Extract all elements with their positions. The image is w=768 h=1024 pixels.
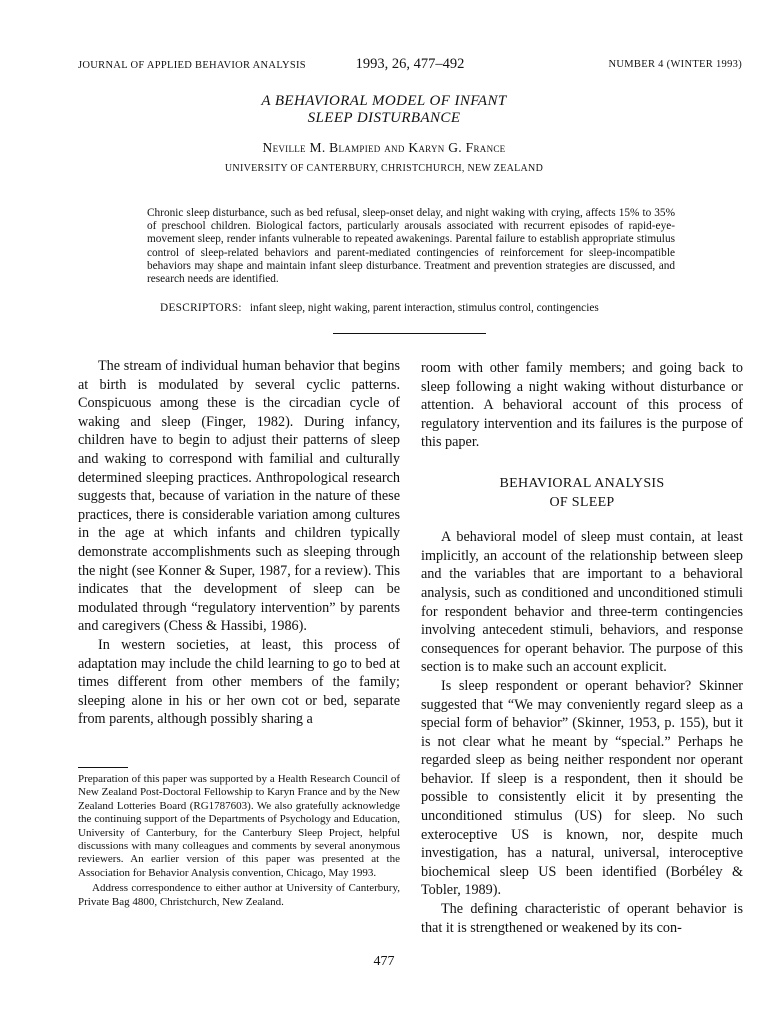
- page-number: 477: [373, 954, 395, 969]
- authors: Neville M. Blampied and Karyn G. France: [262, 140, 506, 155]
- title-line-1: A BEHAVIORAL MODEL OF INFANT: [261, 93, 507, 109]
- descriptors-text: infant sleep, night waking, parent interaction, stimulus control, contingencies: [249, 302, 599, 314]
- footnote-address: Address correspondence to either author at University of Canterbury, Private Bag 4800, Christchurch, New Zealand.: [78, 882, 400, 908]
- section-divider: [333, 333, 486, 334]
- section-heading-line-1: BEHAVIORAL ANALYSIS: [499, 475, 665, 491]
- section-heading: [421, 475, 743, 512]
- footnote-funding: Preparation of this paper was supported by a Health Research Council of New Zealand Post-Doctoral Fellowship to Karyn France and by the New Zealand Lotteries Board (RG1787603). We also gratefully acknowledge the continuing support of the Departments of Psychology and Education, University of Canterbury, for the Canterbury Sleep Project, helpful discussions with many colleagues and comments by several anonymous reviewers. An earlier version of this paper was presented at the Association for Behavior Analysis convention, Chicago, May 1993.: [78, 773, 400, 879]
- body-paragraph: The defining characteristic of operant behavior is that it is strengthened or weakened by its con-: [421, 901, 743, 936]
- affiliation: UNIVERSITY OF CANTERBURY, CHRISTCHURCH, NEW ZEALAND: [224, 163, 544, 174]
- body-paragraph: The stream of individual human behavior that begins at birth is modulated by several cyclic patterns. Conspicuous among these is the circadian cycle of waking and sleep (Finger, 1982). During infancy, children have to begin to adjust their patterns of sleep and waking to correspond with familial and culturally determined sleeping practices. Anthropological research suggests that, because of variation in the nature of these practices, there is considerable variation among cultures in the age at which infants and children typically demonstrate accomplishments such as sleeping through the night (see Konner & Super, 1987, for a review). This indicates that the development of sleep can be modulated through “regulatory intervention” by parents and caregivers (Chess & Hassibi, 1986).: [78, 358, 400, 635]
- running-head: [78, 56, 742, 76]
- title-line-2: SLEEP DISTURBANCE: [307, 110, 461, 126]
- body-paragraph: A behavioral model of sleep must contain, at least implicitly, an account of the relationship between sleep and the variables that are important to a behavioral analysis, such as conditioned and unconditioned stimuli for respondent behavior and three-term contingencies involving antecedent stimuli, behaviors, and response consequences for operant behavior. The purpose of this section is to make such an account explicit.: [421, 529, 743, 676]
- section-heading-line-2: OF SLEEP: [549, 494, 615, 510]
- left-column: [78, 357, 400, 729]
- body-paragraph-continuation: room with other family members; and going back to sleep following a night waking without disturbance or attention. A behavioral account of this process of regulatory intervention and its failures is the purpose of this paper.: [421, 360, 743, 451]
- footnote-rule: [78, 767, 128, 768]
- right-column: [421, 359, 743, 937]
- issue-info: [609, 56, 742, 72]
- article-title: [0, 93, 768, 127]
- issue-label: NUMBER 4 (WINTER 1993): [608, 59, 742, 70]
- body-paragraph: Is sleep respondent or operant behavior? Skinner suggested that “We may conveniently regard sleep as a special form of behavior” (Skinner, 1953, p. 155), but it is not clear what he meant by “special.” Perhaps he regarded sleep as being neither respondent nor operant behavior. If sleep is a respondent, then it should be possible to consistently elicit it by presenting the unconditioned stimulus (US) for sleep. No such exteroceptive US is known, nor, despite much investigation, has a natural, universal, interoceptive biochemical sleep US been identified (Borbéley & Tobler, 1989).: [421, 677, 743, 899]
- footnote: [78, 773, 400, 909]
- descriptors-label: DESCRIPTORS:: [160, 302, 242, 314]
- citation: 1993, 26, 477–492: [355, 56, 465, 72]
- abstract: Chronic sleep disturbance, such as bed refusal, sleep-onset delay, and night waking with crying, affects 15% to 35% of preschool children. Biological factors, particularly arousals associated with recurrent episodes of rapid-eye-movement sleep, render infants vulnerable to repeated awakenings. Parental failure to establish appropriate stimulus control of sleep-related behaviors and parent-mediated contingencies of reinforcement for sleep-incompatible behaviors may shape and maintain infant sleep disturbance. Treatment and prevention strategies are discussed, and research needs are identified.: [147, 207, 675, 286]
- descriptors: [160, 302, 680, 315]
- body-paragraph: In western societies, at least, this process of adaptation may include the child learning to go to bed at times different from other members of the family; sleeping alone in his or her own cot or bed, separate from parents, although possibly sharing a: [78, 636, 400, 728]
- journal-name: JOURNAL OF APPLIED BEHAVIOR ANALYSIS: [78, 60, 306, 71]
